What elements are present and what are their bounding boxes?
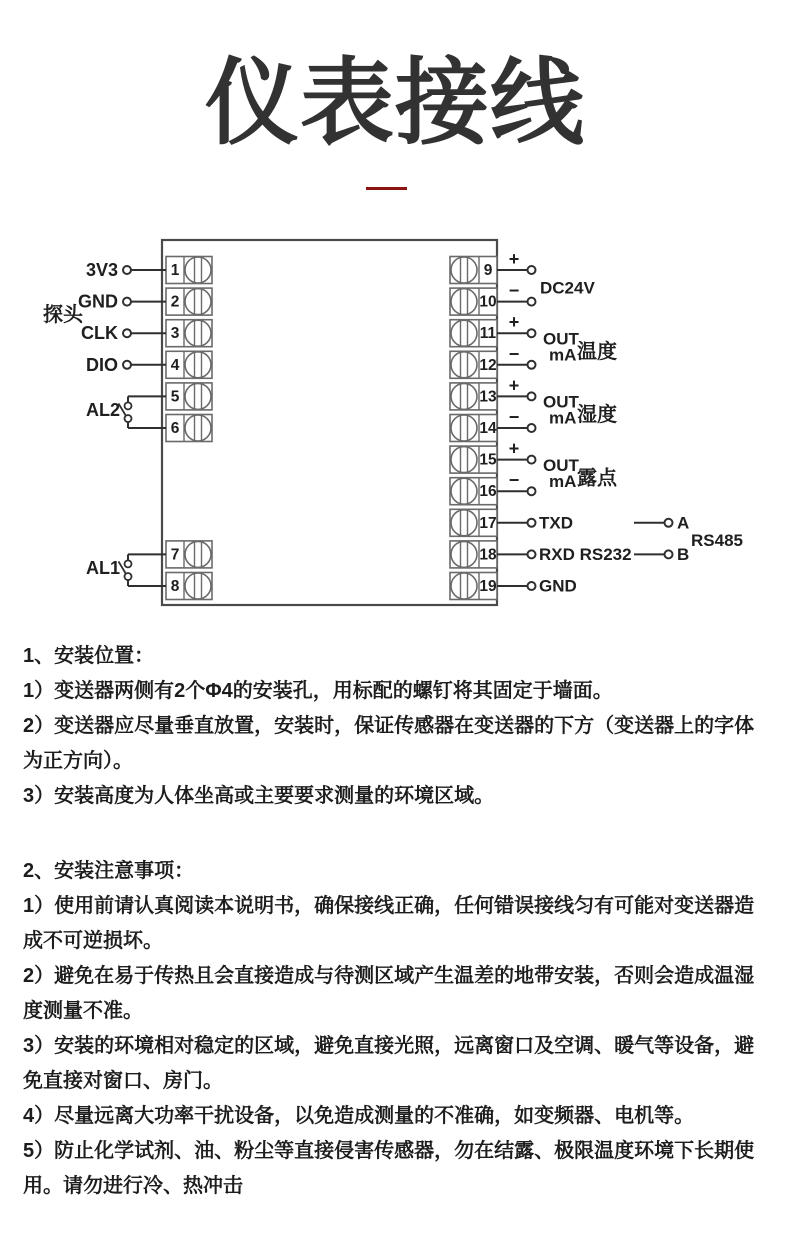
right-pin-19	[497, 577, 577, 596]
polarity-sign: +	[508, 312, 520, 333]
wire-endpoint	[123, 361, 131, 369]
polarity-sign: −	[508, 470, 520, 491]
right-pin-18	[497, 545, 632, 564]
terminal-17	[450, 509, 497, 536]
instruction-item: 4）尽量远离大功率干扰设备，以免造成测量的不准确，如变频器、电机等。	[23, 1105, 695, 1127]
power-label: DC24V	[540, 278, 595, 298]
output-cn-label: 温度	[577, 341, 617, 363]
wire-endpoint	[528, 266, 536, 274]
probe-group-label: 探头	[43, 304, 83, 326]
polarity-sign: −	[508, 280, 520, 301]
terminal-number: 18	[479, 546, 497, 564]
contact-point	[125, 560, 132, 567]
screw-icon	[451, 415, 477, 441]
right-pin-9	[497, 249, 536, 274]
terminal-3	[166, 320, 212, 347]
screw-icon	[451, 541, 477, 567]
instruction-item: 2）避免在易于传热且会直接造成与待测区域产生温差的地带安装，否则会造成温湿度测量不准。	[23, 965, 755, 1022]
terminal-18	[450, 541, 497, 568]
wire-endpoint	[528, 582, 536, 590]
terminal-12	[450, 351, 497, 378]
wire-endpoint	[665, 519, 673, 527]
screw-icon	[451, 573, 477, 599]
polarity-sign: −	[508, 343, 520, 364]
terminal-15	[450, 446, 497, 473]
terminal-number: 15	[479, 451, 497, 469]
output-cn-label: 露点	[577, 467, 617, 490]
terminal-number: 1	[170, 262, 180, 279]
screw-icon	[451, 257, 477, 283]
polarity-sign: +	[508, 438, 520, 459]
title-divider	[366, 187, 407, 190]
terminal-number: 3	[170, 325, 180, 343]
screw-icon	[185, 383, 211, 409]
right-pin-11	[497, 312, 536, 337]
page-title: 仪表接线	[204, 50, 585, 155]
wiring-diagram-svg	[0, 228, 790, 628]
output-label-line2: mA	[549, 345, 577, 365]
terminal-13	[450, 383, 497, 410]
terminal-number: 5	[170, 388, 180, 406]
screw-icon	[185, 415, 211, 441]
instruction-item: 3）安装的环境相对稳定的区域，避免直接光照，远离窗口及空调、暖气等设备，避免直接对窗口、房门。	[23, 1035, 755, 1092]
contact-point	[125, 402, 132, 409]
wire-endpoint	[665, 550, 673, 558]
screw-icon	[451, 510, 477, 536]
wire-endpoint	[528, 392, 536, 400]
terminal-number: 19	[479, 578, 497, 595]
screw-icon	[451, 289, 477, 315]
wire-endpoint	[123, 298, 131, 306]
terminal-6	[166, 415, 212, 442]
rs485-label: RS485	[691, 531, 743, 551]
screw-icon	[185, 573, 211, 599]
rs485-line-label: A	[677, 513, 690, 533]
output-label-line1: OUT	[543, 392, 579, 412]
right-pin-13	[497, 375, 536, 400]
terminal-number: 13	[479, 388, 497, 406]
instruction-item: 1）使用前请认真阅读本说明书，确保接线正确，任何错误接线匀有可能对变送器造成不可逆损坏。	[23, 895, 755, 952]
right-pin-16	[497, 470, 536, 495]
alarm-label: AL1	[85, 558, 120, 579]
right-pin-15	[497, 439, 536, 464]
terminal-7	[166, 541, 212, 568]
terminal-number: 11	[479, 325, 497, 343]
terminal-4	[166, 351, 212, 378]
terminal-11	[450, 320, 497, 347]
pin-label: GND	[539, 576, 577, 596]
terminal-number: 12	[479, 356, 497, 374]
polarity-sign: +	[508, 249, 520, 269]
right-pin-12	[497, 344, 536, 369]
output-label-line1: OUT	[543, 455, 579, 475]
wire-endpoint	[528, 329, 536, 337]
right-pin-10	[497, 281, 536, 306]
terminal-8	[166, 573, 212, 600]
output-group-温度	[543, 330, 617, 365]
terminal-number: 14	[479, 420, 497, 437]
screw-icon	[185, 320, 211, 346]
output-group-湿度	[543, 393, 617, 428]
wire-endpoint	[528, 550, 536, 558]
pin-label: GND	[78, 291, 118, 312]
right-pin-17	[497, 513, 573, 532]
terminal-number: 6	[170, 420, 180, 437]
terminal-number: 2	[170, 293, 180, 311]
probe-pin-GND	[78, 292, 166, 312]
wire-endpoint	[528, 424, 536, 432]
instruction-item: 5）防止化学试剂、油、粉尘等直接侵害传感器，勿在结露、极限温度环境下长期使用。请勿进行冷、热冲击	[23, 1140, 755, 1197]
output-label-line2: mA	[549, 471, 577, 491]
terminal-number: 4	[170, 356, 180, 374]
alarm-contact-AL2	[86, 396, 166, 428]
wire-endpoint	[528, 487, 536, 495]
terminal-number: 16	[479, 483, 497, 501]
screw-icon	[185, 541, 211, 567]
pin-label: DIO	[85, 354, 118, 375]
terminal-19	[450, 573, 497, 600]
probe-pin-CLK	[81, 323, 166, 343]
output-label-line2: mA	[549, 408, 577, 428]
alarm-label: AL2	[85, 400, 120, 421]
pin-label: CLK	[81, 323, 118, 344]
screw-icon	[451, 383, 477, 409]
screw-icon	[451, 478, 477, 504]
screw-icon	[185, 352, 211, 378]
terminal-1	[166, 257, 212, 284]
wire-endpoint	[123, 266, 131, 274]
instruction-item: 2）变送器应尽量垂直放置，安装时，保证传感器在变送器的下方（变送器上的字体为正方向）。	[23, 715, 755, 772]
terminal-number: 9	[483, 262, 493, 279]
pin-label: TXD	[539, 513, 573, 533]
output-label-line1: OUT	[543, 329, 579, 349]
terminal-number: 7	[170, 546, 180, 564]
instruction-item: 1）变送器两侧有2个Φ4的安装孔，用标配的螺钉将其固定于墙面。	[23, 680, 613, 702]
output-cn-label: 湿度	[577, 404, 617, 427]
rs485-group	[634, 513, 743, 564]
polarity-sign: +	[508, 375, 520, 396]
right-pin-14	[497, 407, 536, 432]
screw-icon	[451, 352, 477, 378]
probe-pin-DIO	[86, 355, 166, 375]
screw-icon	[185, 289, 211, 315]
wire-endpoint	[528, 519, 536, 527]
instruction-item: 3）安装高度为人体坐高或主要要求测量的环境区域。	[23, 785, 495, 807]
wire-endpoint	[528, 361, 536, 369]
rs485-line-label: B	[677, 544, 690, 564]
alarm-contact-AL1	[86, 554, 166, 586]
screw-icon	[451, 320, 477, 346]
instruction-section	[23, 854, 771, 1204]
wire-endpoint	[528, 298, 536, 306]
output-group-露点	[543, 456, 618, 491]
wire-endpoint	[123, 329, 131, 337]
terminal-14	[450, 415, 497, 442]
wire-endpoint	[528, 456, 536, 464]
screw-icon	[451, 447, 477, 473]
pin-label: RXD RS232	[539, 544, 632, 564]
terminal-10	[450, 288, 497, 315]
terminal-2	[166, 288, 212, 315]
section-heading: 1、安装位置：	[23, 645, 155, 667]
wiring-diagram	[0, 228, 790, 628]
terminal-9	[450, 257, 497, 284]
terminal-number: 17	[479, 514, 497, 532]
instruction-section	[23, 639, 771, 814]
terminal-16	[450, 478, 497, 505]
pin-label: 3V3	[85, 260, 118, 280]
terminal-number: 8	[170, 578, 180, 595]
terminal-5	[166, 383, 212, 410]
section-heading: 2、安装注意事项：	[23, 860, 195, 882]
instructions	[23, 639, 771, 1204]
probe-pin-3V3	[86, 260, 166, 280]
terminal-number: 10	[479, 293, 497, 311]
polarity-sign: −	[508, 407, 520, 427]
screw-icon	[185, 257, 211, 283]
